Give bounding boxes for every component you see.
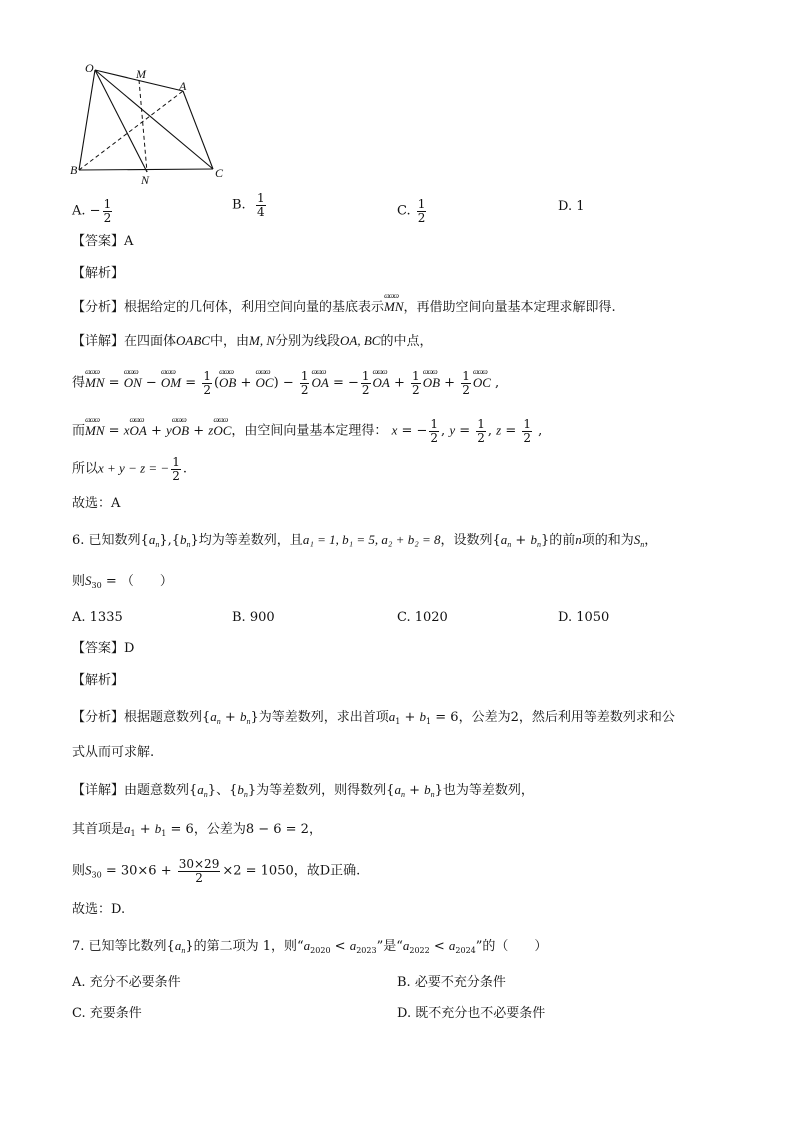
edge-OB	[79, 70, 95, 170]
q6-choice: 故选：D.	[72, 902, 126, 917]
q6-option-b: B. 900	[232, 610, 275, 625]
q5-conclusion: 所以x + y − z = − $\frac{1}{2}$ .	[72, 455, 187, 483]
q5-vector-equation: 得ɷɷɷ MN = ɷɷɷ ON − ɷɷɷ OM = $\frac{1}{2}$ (ɷɷɷ OB + ɷɷɷ OC) − $\frac{1}{2}$ ɷɷɷ OA = − $\frac{1}{2}$ ɷɷɷ OA + $\frac{1}{2}$ ɷɷɷ OB + $\frac{1}{2}$ ɷɷɷ OC ,	[72, 370, 499, 396]
q5-option-b: B. $\frac{1}{4}$	[232, 191, 265, 219]
q6-stem: 6. 已知数列$\{a_n\},\{b_n\}$均为等差数列，且a₁ = 1, b₁ = 5, a₂ + b₂ = 8，设数列$\{a_n + b_n\}$的前n项的和为$S_n$，	[72, 532, 658, 549]
q6-option-c: C. 1020	[397, 610, 448, 625]
q6-detail-line2: 其首项是$a_1 + b_1 = 6$，公差为8 − 6 = 2，	[72, 821, 322, 838]
q7-option-c: C. 充要条件	[72, 1006, 142, 1021]
label-N: N	[141, 173, 150, 187]
q5-option-d: D. 1	[558, 199, 585, 214]
q6-analysis-line1: 【分析】根据题意数列$\{a_n + b_n\}$为等差数列，求出首项$a_1 + b_1 = 6$，公差为2，然后利用等差数列求和公	[72, 709, 675, 726]
label-A: A	[179, 79, 187, 93]
q5-basis-equation: 而ɷɷɷ MN = xɷɷɷ OA + yɷɷɷ OB + zɷɷɷ OC，由空间向量基本定理得： x = − $\frac{1}{2}$ , y = $\frac{1}{2}$ , z = $\frac{1}{2}$ ,	[72, 418, 542, 444]
q7-option-a: A. 充分不必要条件	[72, 975, 181, 990]
label-B: B	[70, 163, 78, 177]
q5-analysis-heading: 【解析】	[72, 266, 125, 281]
q6-answer: 【答案】D	[72, 641, 135, 656]
edge-BC	[79, 169, 213, 170]
q7-option-b: B. 必要不充分条件	[397, 975, 506, 990]
edge-AC	[183, 91, 213, 169]
q6-detail-line1: 【详解】由题意数列$\{a_n\}$、$\{b_n\}$为等差数列，则得数列$\{a_n + b_n\}$也为等差数列，	[72, 782, 534, 799]
q5-option-a: A. − $\frac{1}{2}$	[72, 197, 112, 225]
q5-option-c: C. $\frac{1}{2}$	[397, 197, 426, 225]
q7-stem: 7. 已知等比数列$\{a_n\}$的第二项为 1，则“$a_{2020} < a_{2023}$”是“$a_{2022} < a_{2024}$”的（ ）	[72, 938, 548, 955]
q5-choice: 故选：A	[72, 496, 121, 511]
q5-answer: 【答案】A	[72, 234, 134, 249]
label-M: M	[136, 67, 146, 81]
q6-analysis-line2: 式从而可求解.	[72, 745, 155, 760]
tetrahedron-figure	[66, 58, 236, 188]
q6-stem-line2: 则$S_{30}$ = （ ）	[72, 573, 173, 590]
label-C: C	[215, 166, 224, 180]
q7-option-d: D. 既不充分也不必要条件	[397, 1006, 546, 1021]
q6-option-d: D. 1050	[558, 610, 610, 625]
q5-analysis-text: 【分析】根据给定的几何体，利用空间向量的基底表示ɷɷɷ MN，再借助空间向量基本定理求解即得.	[72, 300, 616, 314]
q5-detail-text: 【详解】在四面体OABC中，由M, N分别为线段OA, BC的中点，	[72, 333, 433, 349]
label-O: O	[85, 61, 94, 75]
q6-analysis-heading: 【解析】	[72, 673, 125, 688]
edge-OC	[95, 70, 213, 169]
edge-ON	[95, 70, 147, 172]
q6-detail-line3: 则$S_{30} = 30\times 6$ + $\frac{30\times 29}{2}$ ×2 = 1050，故D正确.	[72, 857, 361, 885]
q6-option-a: A. 1335	[72, 610, 123, 625]
